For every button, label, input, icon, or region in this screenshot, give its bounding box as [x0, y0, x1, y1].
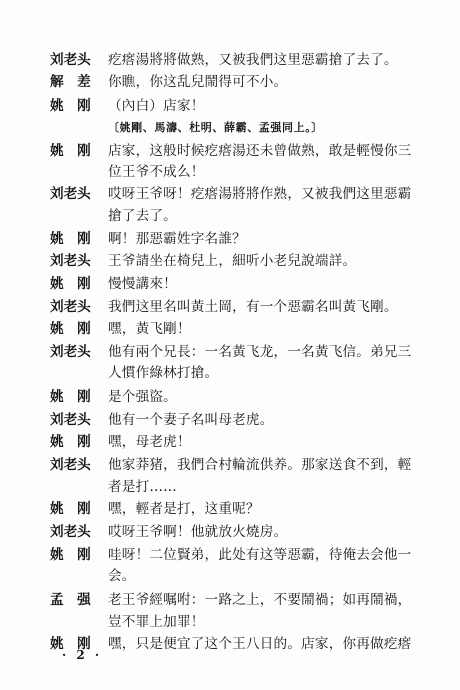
speaker-name: 姚 刚: [50, 501, 91, 517]
dialogue-line: [0, 183, 460, 205]
dialogue-text: 豈不罪上加罪！: [108, 614, 205, 630]
speaker-name: 姚 刚: [50, 389, 91, 405]
dialogue-text: 你瞧，你这乱兒鬧得可不小。: [108, 74, 288, 90]
dialogue-text: 嘿，只是便宜了这个王八日的。店家，你再做疙瘩: [108, 636, 412, 652]
dialogue-text: 我們这里名叫黃土岡，有一个惡霸名叫黃飞剛。: [108, 299, 398, 315]
dialogue-line: [0, 49, 460, 71]
speaker-name: 姚 刚: [50, 98, 91, 114]
dialogue-line: [0, 521, 460, 543]
dialogue-text: 他有兩个兄長：一名黃飞龙，一名黃飞信。弟兄三: [108, 344, 412, 360]
dialogue-line: [0, 71, 460, 93]
speaker-name: 姚 刚: [50, 231, 91, 247]
dialogue-text: 嘿，母老虎！: [108, 434, 191, 450]
dialogue-continuation: [0, 161, 460, 183]
dialogue-continuation: [0, 611, 460, 633]
dialogue-continuation: [0, 362, 460, 384]
dialogue-line: [0, 95, 460, 117]
dialogue-line: [0, 386, 460, 408]
dialogue-line: [0, 318, 460, 340]
dialogue-text: 嘿，輕者是打，这重呢？: [108, 501, 260, 517]
dialogue-line: [0, 409, 460, 431]
dialogue-line: [0, 431, 460, 453]
dialogue-text: 会。: [108, 568, 136, 584]
dialogue-text: 人慣作綠林打搶。: [108, 365, 219, 381]
speaker-name: 姚 刚: [50, 434, 91, 450]
speaker-name: 姚 刚: [50, 321, 91, 337]
dialogue-text: 老王爷經嘱咐：一路之上，不要鬧禍；如再鬧禍，: [108, 592, 412, 608]
dialogue-line: [0, 341, 460, 363]
speaker-name: 刘老头: [50, 186, 91, 202]
dialogue-text: 者是打……: [108, 479, 177, 495]
speaker-name: 刘老头: [50, 52, 91, 68]
dialogue-line: [0, 454, 460, 476]
speaker-name: 姚 刚: [50, 547, 91, 563]
dialogue-line: [0, 544, 460, 566]
stage-direction-text: 〔姚剛、馬濤、杜明、薛霸、孟强同上。〕: [108, 121, 323, 134]
dialogue-text: 店家，这般时候疙瘩湯还未曾做熟，敢是輕慢你三: [108, 143, 412, 159]
speaker-name: 刘老头: [50, 524, 91, 540]
dialogue-text: 哎呀王爷啊！他就放火燒房。: [108, 524, 288, 540]
dialogue-line: [0, 250, 460, 272]
dialogue-text: 是个强盜。: [108, 389, 177, 405]
speaker-name: 刘老头: [50, 457, 91, 473]
dialogue-text: 他家莽猪，我們合村輪流供养。那家送食不到，輕: [108, 457, 412, 473]
speaker-name: 刘老头: [50, 253, 91, 269]
dialogue-text: （內白）店家！: [108, 98, 205, 114]
dialogue-text: 嘿，黃飞剛！: [108, 321, 191, 337]
dialogue-line: [0, 140, 460, 162]
speaker-name: 解 差: [50, 74, 91, 90]
dialogue-text: 王爷請坐在椅兒上，細听小老兒說端詳。: [108, 253, 357, 269]
speaker-name: 刘老头: [50, 299, 91, 315]
page-number: · 2 ·: [62, 648, 103, 662]
dialogue-text: 哎呀王爷呀！疙瘩湯將將作熟，又被我們这里惡霸: [108, 186, 412, 202]
speaker-name: 刘老头: [50, 412, 91, 428]
dialogue-line: [0, 498, 460, 520]
stage-direction: [0, 117, 460, 139]
dialogue-line: [0, 589, 460, 611]
dialogue-text: 哇呀！二位賢弟，此处有这等惡霸，待俺去会他一: [108, 547, 412, 563]
speaker-name: 孟 强: [50, 592, 91, 608]
dialogue-text: 慢慢講來！: [108, 276, 177, 292]
dialogue-text: 啊！那惡霸姓字名誰？: [108, 231, 246, 247]
dialogue-text: 疙瘩湯將將做熟，又被我們这里惡霸搶了去了。: [108, 52, 398, 68]
dialogue-text: 搶了去了。: [108, 208, 177, 224]
dialogue-line: [0, 273, 460, 295]
dialogue-line: [0, 228, 460, 250]
speaker-name: 姚 刚: [50, 636, 91, 652]
dialogue-text: 位王爷不成么！: [108, 164, 205, 180]
dialogue-line: [0, 296, 460, 318]
dialogue-text: 他有一个妻子名叫母老虎。: [108, 412, 274, 428]
dialogue-continuation: [0, 476, 460, 498]
speaker-name: 姚 刚: [50, 276, 91, 292]
speaker-name: 姚 刚: [50, 143, 91, 159]
dialogue-continuation: [0, 565, 460, 587]
speaker-name: 刘老头: [50, 344, 91, 360]
dialogue-continuation: [0, 205, 460, 227]
